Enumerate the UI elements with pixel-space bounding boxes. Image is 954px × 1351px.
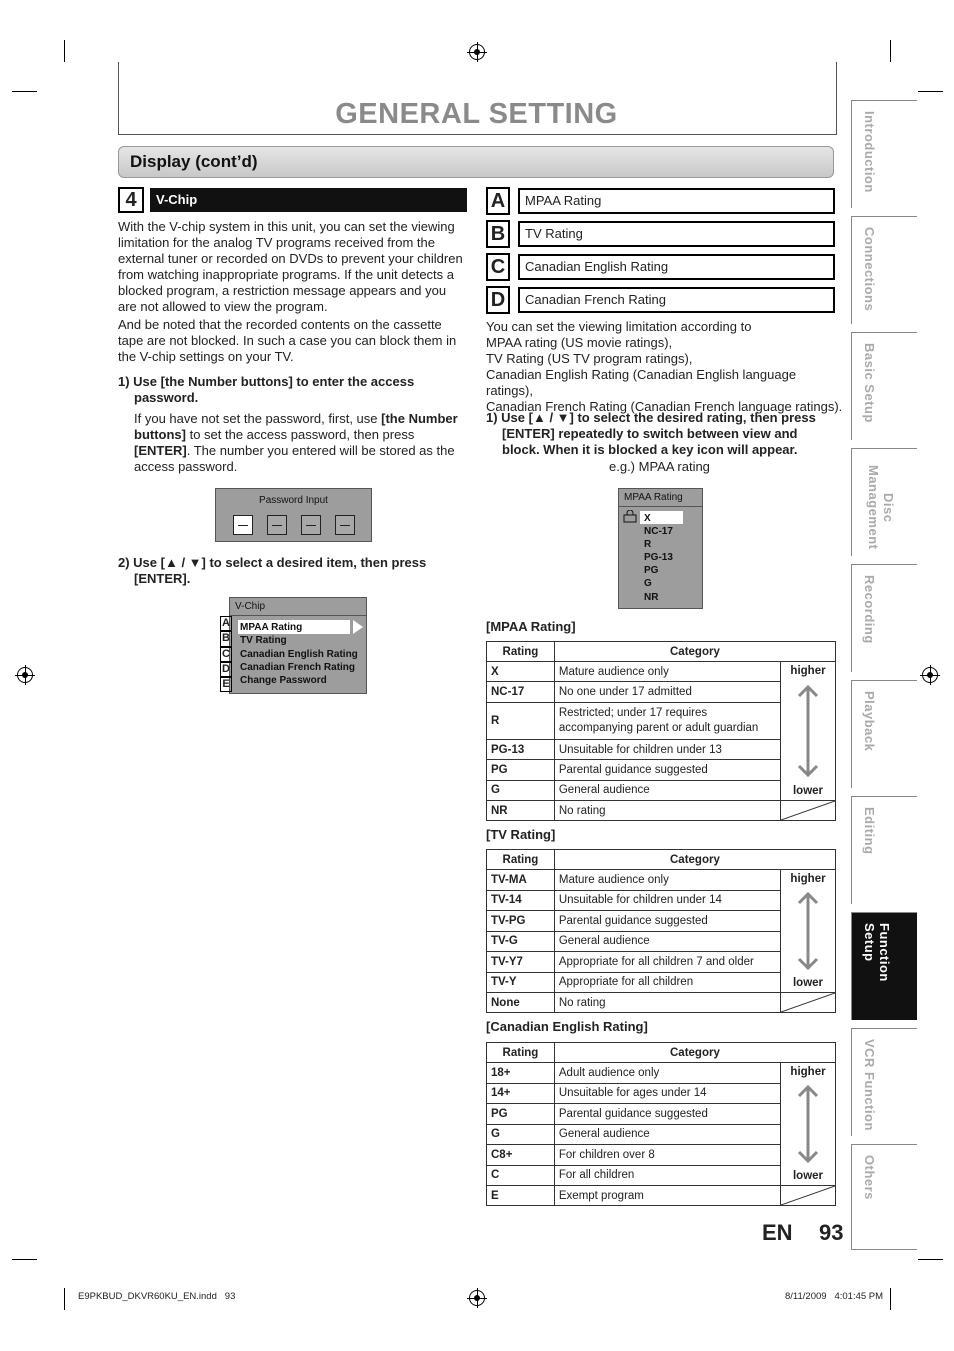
rating-cell: C [487, 1165, 555, 1186]
rating-cell: TV-14 [487, 890, 555, 911]
menu-letter: A [220, 616, 232, 631]
tab-introduction[interactable] [851, 100, 917, 208]
step1-heading: 1) Use [the Number buttons] to enter the access password. [118, 374, 415, 405]
footer-timestamp: 8/11/2009 4:01:45 PM [785, 1291, 884, 1302]
canadian-english-rating-table [486, 1042, 836, 1206]
table-row [487, 993, 836, 1013]
header-category: Category [554, 642, 835, 662]
category-cell: Parental guidance suggested [554, 1104, 780, 1125]
password-input-screen [215, 488, 372, 542]
rating-cell: R [487, 702, 555, 739]
tab-connections[interactable] [851, 216, 917, 324]
rating-desc-line: Canadian French Rating (Canadian French language ratings). [486, 399, 843, 414]
tab-basic-setup[interactable] [851, 332, 917, 440]
tab-label: Others [862, 1155, 877, 1200]
tab-label: Disc Management [866, 465, 896, 550]
mpaa-table-label: [MPAA Rating] [486, 619, 576, 634]
diagonal-line [781, 801, 835, 820]
higher-lower-indicator [780, 1063, 835, 1186]
rating-desc-line: MPAA rating (US movie ratings), [486, 335, 673, 350]
section-title: Display (cont’d) [130, 152, 258, 171]
tab-label: Editing [862, 807, 877, 855]
rating-cell: 18+ [487, 1063, 555, 1084]
table-row [487, 1063, 836, 1084]
category-cell: Adult audience only [554, 1063, 780, 1084]
table-header-row [487, 1043, 836, 1063]
mpaa-item-g[interactable]: G [644, 578, 652, 590]
menu-letter: B [220, 631, 232, 646]
higher-label: higher [790, 665, 826, 677]
category-cell: Exempt program [554, 1186, 780, 1206]
category-cell: No rating [554, 801, 780, 821]
vchip-menu-item-canadian-english[interactable]: Canadian English Rating [240, 648, 358, 660]
up-down-arrow-icon [796, 684, 820, 778]
option-letter-b: B [486, 220, 510, 248]
category-cell: Mature audience only [554, 870, 780, 891]
rating-cell: TV-Y [487, 972, 555, 993]
option-canadian-english-rating: Canadian English Rating [518, 254, 835, 280]
footer-file: E9PKBUD_DKVR60KU_EN.indd 93 [78, 1291, 236, 1302]
step-title: V-Chip [150, 188, 467, 212]
rating-desc-line: You can set the viewing limitation according to [486, 319, 752, 334]
language-label: EN [762, 1220, 793, 1245]
higher-lower-indicator [780, 870, 835, 993]
mpaa-item-nr[interactable]: NR [644, 591, 659, 603]
diagonal-line [781, 993, 835, 1012]
rating-cell: 14+ [487, 1083, 555, 1104]
rating-desc-line: Canadian English Rating (Canadian English language ratings), [486, 367, 797, 398]
rating-desc-line: TV Rating (US TV program ratings), [486, 351, 693, 366]
vchip-menu-item-mpaa[interactable]: MPAA Rating [240, 622, 303, 633]
table-header-row [487, 642, 836, 662]
diagonal-cell [780, 1186, 835, 1206]
rating-cell: E [487, 1186, 555, 1206]
higher-lower-indicator [780, 662, 835, 801]
registration-mark-icon [469, 44, 485, 60]
tab-editing[interactable] [851, 796, 917, 904]
category-cell: Unsuitable for children under 13 [554, 740, 780, 760]
registration-mark-icon [922, 667, 938, 683]
category-cell: Appropriate for all children [554, 972, 780, 993]
mpaa-item-pg[interactable]: PG [644, 565, 659, 577]
canadian-english-table-label: [Canadian English Rating] [486, 1019, 648, 1034]
menu-letter: C [220, 647, 232, 662]
mpaa-item-pg13[interactable]: PG-13 [644, 552, 673, 564]
category-cell: Restricted; under 17 requires accompanying parent or adult guardian [554, 702, 780, 739]
mpaa-screen-title: MPAA Rating [619, 489, 702, 507]
rating-cell: TV-Y7 [487, 952, 555, 973]
lock-icon [623, 510, 637, 523]
table-header-row [487, 850, 836, 870]
header-rating: Rating [487, 850, 555, 870]
rating-cell: PG [487, 760, 555, 780]
header-rating: Rating [487, 642, 555, 662]
mpaa-item-x[interactable]: X [644, 513, 651, 524]
vchip-menu-title: V-Chip [230, 598, 366, 616]
tab-others[interactable] [851, 1144, 917, 1250]
tab-label: Function Setup [862, 923, 892, 982]
option-canadian-french-rating: Canadian French Rating [518, 287, 835, 313]
mpaa-item-nc17[interactable]: NC-17 [644, 526, 673, 538]
category-cell: No one under 17 admitted [554, 682, 780, 702]
right-step1-heading: 1) Use [▲ / ▼] to select the desired rating, then press [ENTER] repeatedly to switch between view and block. When it is blocked a key icon will appear. [486, 410, 816, 457]
rating-cell: None [487, 993, 555, 1013]
option-mpaa-rating: MPAA Rating [518, 188, 835, 214]
diagonal-cell [780, 801, 835, 821]
option-letter-d: D [486, 286, 510, 314]
tab-disc-management[interactable] [851, 448, 917, 556]
header-category: Category [554, 1043, 835, 1063]
vchip-menu-item-canadian-french[interactable]: Canadian French Rating [240, 661, 356, 673]
tab-label: Recording [862, 575, 877, 644]
category-cell: Mature audience only [554, 662, 780, 682]
menu-letter: E [220, 677, 232, 692]
table-row [487, 1186, 836, 1206]
category-cell: Parental guidance suggested [554, 760, 780, 780]
lower-label: lower [792, 977, 824, 989]
category-cell: For all children [554, 1165, 780, 1186]
rating-cell: TV-MA [487, 870, 555, 891]
category-cell: Unsuitable for ages under 14 [554, 1083, 780, 1104]
up-down-arrow-icon [796, 1084, 820, 1164]
menu-letter: D [220, 662, 232, 677]
step1-body: If you have not set the password, first, use [the Number buttons] to set the access password, then press [ENTER]. The number you entered will be stored as the access password. [134, 411, 458, 474]
page-title: GENERAL SETTING [335, 98, 618, 130]
vchip-menu-item-change-password[interactable]: Change Password [240, 675, 327, 687]
example-label: e.g.) MPAA rating [609, 459, 710, 474]
rating-cell: PG [487, 1104, 555, 1125]
rating-description [486, 319, 846, 415]
rating-cell: G [487, 1124, 555, 1145]
rating-cell: TV-PG [487, 911, 555, 932]
password-digit-3[interactable] [301, 515, 321, 535]
tv-rating-table [486, 849, 836, 1013]
up-down-arrow-icon [796, 891, 820, 971]
rating-cell: C8+ [487, 1145, 555, 1166]
password-input-title: Password Input [259, 495, 328, 506]
category-cell: General audience [554, 780, 780, 800]
option-letter-a: A [486, 187, 510, 215]
option-letter-c: C [486, 253, 510, 281]
category-cell: Parental guidance suggested [554, 911, 780, 932]
password-digit-2[interactable] [267, 515, 287, 535]
page-number: 93 [819, 1220, 844, 1245]
diagonal-line [781, 1186, 835, 1205]
category-cell: No rating [554, 993, 780, 1013]
tab-label: Connections [862, 227, 877, 312]
category-cell: For children over 8 [554, 1145, 780, 1166]
table-row [487, 870, 836, 891]
rating-cell: TV-G [487, 931, 555, 952]
category-cell: Appropriate for all children 7 and older [554, 952, 780, 973]
mpaa-rating-table [486, 641, 836, 821]
vchip-menu-letters [220, 616, 232, 692]
intro-paragraph-2: And be noted that the recorded contents on the cassette tape are not blocked. In such a case you can block them in the V-chip settings on your TV. [118, 317, 457, 364]
tab-recording[interactable] [851, 564, 917, 672]
rating-cell: G [487, 780, 555, 800]
category-cell: General audience [554, 931, 780, 952]
category-cell: General audience [554, 1124, 780, 1145]
higher-label: higher [790, 873, 826, 885]
rating-cell: PG-13 [487, 740, 555, 760]
tab-label: Introduction [862, 111, 877, 193]
rating-cell: NR [487, 801, 555, 821]
rating-cell: X [487, 662, 555, 682]
lower-label: lower [792, 1170, 824, 1182]
rating-cell: NC-17 [487, 682, 555, 702]
mpaa-item-r[interactable]: R [644, 539, 652, 551]
intro-paragraph-1: With the V-chip system in this unit, you can set the viewing limitation for the analog TV programs received from the external tuner or recorded on DVDs to prevent your children from watching inappropriate programs. If the unit detects a blocked program, a restriction message appears and you are not allowed to view the program. [118, 219, 463, 314]
option-tv-rating: TV Rating [518, 221, 835, 247]
header-category: Category [554, 850, 835, 870]
table-row [487, 801, 836, 821]
tab-label: Playback [862, 691, 877, 752]
diagonal-cell [780, 993, 835, 1013]
lower-label: lower [792, 785, 824, 797]
step-number: 4 [118, 187, 144, 213]
tab-label: Basic Setup [862, 343, 877, 423]
header-rating: Rating [487, 1043, 555, 1063]
tab-vcr-function[interactable] [851, 1028, 917, 1136]
password-digit-1[interactable] [233, 515, 253, 535]
step2-heading: 2) Use [▲ / ▼] to select a desired item, then press [ENTER]. [118, 555, 427, 586]
tab-function-setup[interactable] [851, 912, 917, 1020]
vchip-menu-item-tv[interactable]: TV Rating [240, 635, 287, 647]
category-cell: Unsuitable for children under 14 [554, 890, 780, 911]
registration-mark-icon [17, 667, 33, 683]
tab-label: VCR Function [862, 1039, 877, 1131]
password-digit-4[interactable] [335, 515, 355, 535]
tv-table-label: [TV Rating] [486, 827, 556, 842]
table-row [487, 662, 836, 682]
registration-mark-icon [469, 1290, 485, 1306]
vchip-menu-screen [229, 597, 367, 694]
higher-label: higher [790, 1066, 826, 1078]
tab-playback[interactable] [851, 680, 917, 788]
mpaa-rating-screen [618, 488, 703, 609]
